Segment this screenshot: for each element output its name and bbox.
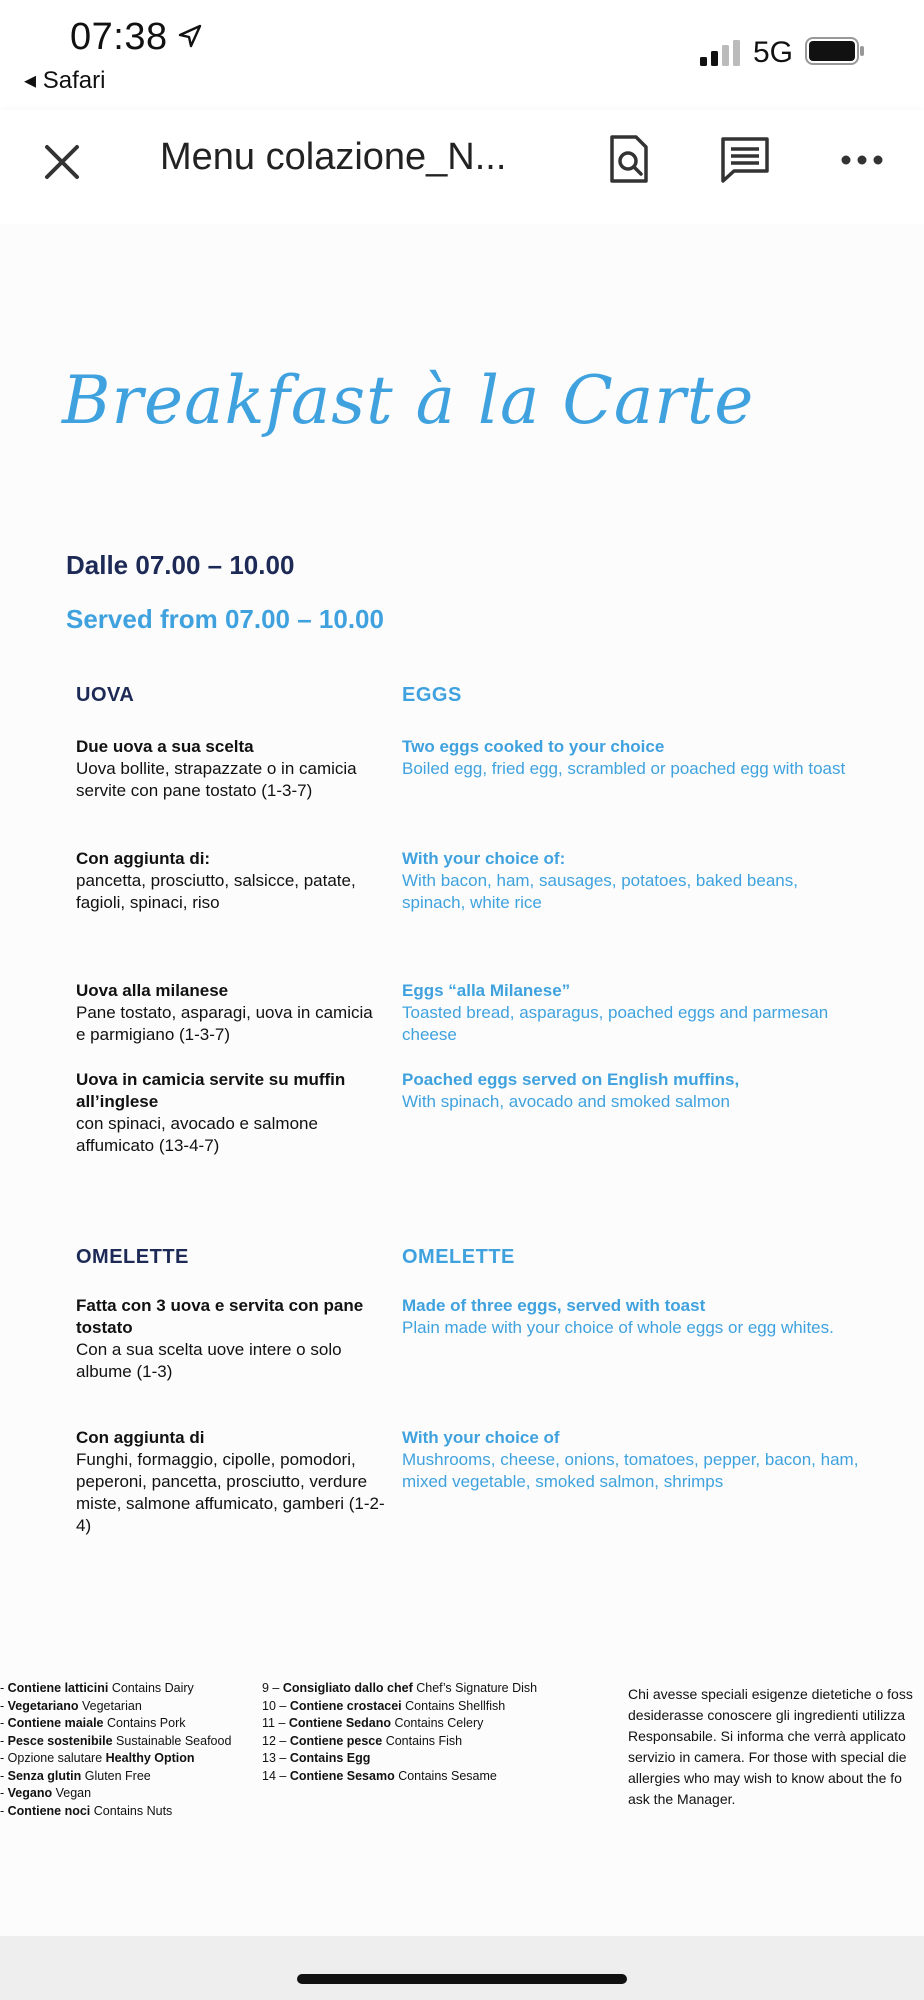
- item-description: With spinach, avocado and smoked salmon: [402, 1092, 730, 1111]
- find-in-document-icon[interactable]: [606, 134, 652, 184]
- item-description: con spinaci, avocado e salmone affumicato (13-4-7): [76, 1114, 318, 1155]
- location-arrow-icon: [178, 24, 202, 48]
- close-icon[interactable]: [40, 140, 84, 184]
- item-name: Made of three eggs, served with toast: [402, 1296, 706, 1315]
- legend-item: - Contiene latticini Contains Dairy: [0, 1681, 194, 1695]
- item-name: Fatta con 3 uova e servita con pane tostato: [76, 1296, 364, 1337]
- legend-item: 10 – Contiene crostacei Contains Shellfish: [262, 1698, 506, 1713]
- menu-item: [76, 848, 386, 914]
- note-line: ask the Manager.: [628, 1791, 736, 1807]
- document-title: Menu colazione_N...: [160, 136, 507, 178]
- battery-icon: [805, 37, 865, 65]
- hours-italian: Dalle 07.00 – 10.00: [66, 550, 295, 580]
- item-name: Uova in camicia servite su muffin all’inglese: [76, 1070, 346, 1111]
- item-name: With your choice of: [402, 1428, 560, 1447]
- item-description: Toasted bread, asparagus, poached eggs and parmesan cheese: [402, 1003, 829, 1044]
- legend-item: 11 – Contiene Sedano Contains Celery: [262, 1716, 484, 1730]
- item-name: Poached eggs served on English muffins,: [402, 1070, 740, 1089]
- item-name: Con aggiunta di:: [76, 849, 211, 868]
- menu-item: [76, 1427, 386, 1537]
- item-description: Mushrooms, cheese, onions, tomatoes, pepper, bacon, ham, mixed vegetable, smoked salmon, shrimps: [402, 1450, 859, 1491]
- menu-item: [402, 980, 852, 1046]
- legend-item: - Vegetariano Vegetarian: [0, 1698, 142, 1713]
- item-description: Funghi, formaggio, cipolle, pomodori, peperoni, pancetta, prosciutto, verdure miste, salmone affumicato, gamberi (1-2-4): [76, 1450, 385, 1535]
- viewer-toolbar: [0, 110, 924, 224]
- status-time: 07:38: [70, 16, 168, 58]
- legend-item: - Contiene noci Contains Nuts: [0, 1803, 173, 1818]
- legend-item: 12 – Contiene pesce Contains Fish: [262, 1733, 463, 1748]
- item-description: pancetta, prosciutto, salsicce, patate, fagioli, spinaci, riso: [76, 871, 356, 912]
- status-bar: [0, 0, 924, 110]
- comment-icon[interactable]: [720, 136, 770, 184]
- item-name: With your choice of:: [402, 849, 566, 868]
- item-description: Con a sua scelta uove intere o solo albume (1-3): [76, 1340, 342, 1381]
- section-heading: OMELETTE: [402, 1246, 515, 1268]
- dietary-note: [628, 1684, 924, 1810]
- note-line: Chi avesse speciali esigenze dietetiche o foss: [628, 1686, 913, 1702]
- legend-item: - Opzione salutare Healthy Option: [0, 1751, 195, 1765]
- menu-item: [76, 980, 386, 1046]
- section-heading: EGGS: [402, 684, 462, 706]
- menu-item: [76, 736, 386, 802]
- legend-item: 14 – Contiene Sesamo Contains Sesame: [262, 1768, 497, 1783]
- legend-item: 9 – Consigliato dallo chef Chef’s Signature Dish: [262, 1681, 538, 1695]
- item-name: Uova alla milanese: [76, 981, 229, 1000]
- back-to-safari-link[interactable]: ◂ Safari: [24, 67, 106, 94]
- document-page: [0, 224, 924, 1936]
- item-description: Plain made with your choice of whole eggs or egg whites.: [402, 1318, 834, 1337]
- menu-item: [402, 848, 842, 914]
- menu-item: [402, 1427, 862, 1493]
- note-line: Responsabile. Si informa che verrà applicato: [628, 1728, 906, 1744]
- legend-item: - Contiene maiale Contains Pork: [0, 1716, 186, 1730]
- item-description: Boiled egg, fried egg, scrambled or poached egg with toast: [402, 759, 846, 778]
- hours-english: Served from 07.00 – 10.00: [66, 604, 384, 634]
- menu-item: [402, 1069, 852, 1113]
- item-name: Due uova a sua scelta: [76, 737, 254, 756]
- menu-item: [76, 1069, 386, 1157]
- more-icon[interactable]: [840, 148, 884, 172]
- item-description: With bacon, ham, sausages, potatoes, baked beans, spinach, white rice: [402, 871, 798, 912]
- legend-item: - Vegano Vegan: [0, 1786, 92, 1800]
- menu-item: [402, 1295, 842, 1339]
- legend-item: 13 – Contains Egg: [262, 1751, 371, 1765]
- legend-item: - Pesce sostenibile Sustainable Seafood: [0, 1733, 232, 1748]
- network-type: 5G: [753, 36, 794, 69]
- section-heading: UOVA: [76, 684, 135, 706]
- allergen-legend-right: [262, 1680, 537, 1785]
- note-line: servizio in camera. For those with special die: [628, 1749, 907, 1765]
- allergen-legend-left: [0, 1680, 231, 1820]
- item-name: Eggs “alla Milanese”: [402, 981, 571, 1000]
- note-line: desiderasse conoscere gli ingredienti utilizza: [628, 1707, 906, 1723]
- legend-item: - Senza glutin Gluten Free: [0, 1768, 151, 1783]
- note-line: allergies who may wish to know about the fo: [628, 1770, 902, 1786]
- item-name: Two eggs cooked to your choice: [402, 737, 665, 756]
- menu-item: [402, 736, 872, 780]
- section-heading: OMELETTE: [76, 1246, 189, 1268]
- item-description: Pane tostato, asparagi, uova in camicia e parmigiano (1-3-7): [76, 1003, 373, 1044]
- menu-item: [76, 1295, 386, 1383]
- item-name: Con aggiunta di: [76, 1428, 205, 1447]
- home-indicator[interactable]: [297, 1974, 627, 1984]
- bottom-bar: [0, 1936, 924, 2000]
- menu-title: Breakfast à la Carte: [62, 362, 755, 439]
- item-description: Uova bollite, strapazzate o in camicia servite con pane tostato (1-3-7): [76, 759, 357, 800]
- signal-icon: [700, 40, 744, 66]
